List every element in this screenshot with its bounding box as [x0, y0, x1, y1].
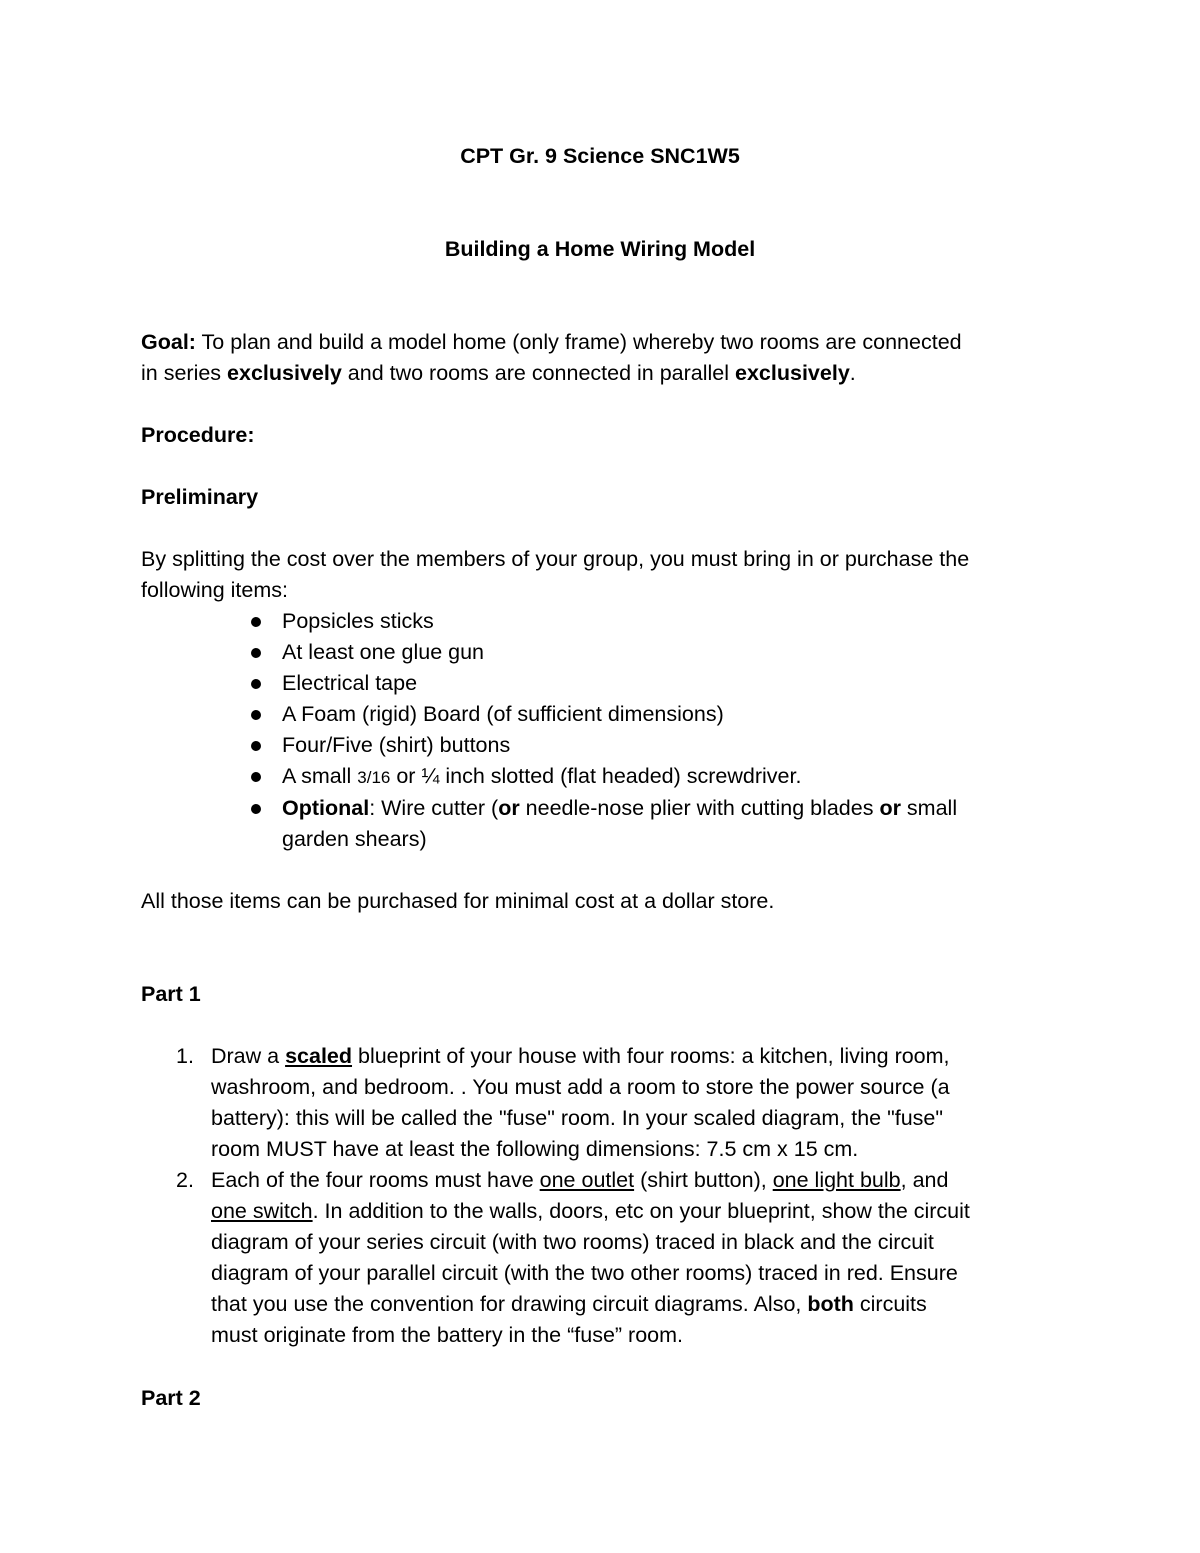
bullet-icon: [251, 679, 261, 689]
materials-closing-note: All those items can be purchased for minimal cost at a dollar store.: [141, 889, 775, 913]
switch-underline: one switch: [211, 1199, 313, 1223]
list-item: [176, 1165, 970, 1196]
list-item: [176, 1041, 970, 1072]
step-text: that you use the convention for drawing circuit diagrams. Also,: [211, 1292, 808, 1316]
goal-text-2e: .: [849, 361, 856, 385]
or-emphasis: or: [498, 796, 520, 820]
part2-heading: Part 2: [141, 1386, 201, 1410]
list-item-continuation: [211, 1227, 970, 1258]
goal-text-2a: in series: [141, 361, 228, 385]
list-item: [282, 637, 957, 668]
list-item: [282, 606, 957, 637]
materials-list: [282, 606, 957, 855]
goal-line-2: [141, 358, 856, 389]
list-item-continuation: [211, 1320, 970, 1351]
list-item-text: or ¼ inch slotted (flat headed) screwdriver.: [390, 764, 802, 788]
bullet-icon: [251, 617, 261, 627]
outlet-underline: one outlet: [539, 1168, 635, 1192]
bullet-icon: [251, 741, 261, 751]
course-title: CPT Gr. 9 Science SNC1W5: [460, 144, 740, 168]
goal-emphasis-2: exclusively: [735, 361, 850, 385]
step-number: 2.: [176, 1168, 194, 1192]
preliminary-heading: Preliminary: [141, 485, 259, 509]
bullet-icon: [251, 772, 261, 782]
bullet-icon: [251, 648, 261, 658]
optional-label: Optional: [282, 796, 370, 820]
step-text: Draw a: [211, 1044, 286, 1068]
goal-label: Goal:: [141, 330, 196, 354]
step-text: washroom, and bedroom. . You must add a room to store the power source (a: [211, 1075, 950, 1099]
step-text: blueprint of your house with four rooms: a kitchen, living room,: [352, 1044, 950, 1068]
list-item-text: small: [900, 796, 958, 820]
bullet-icon: [251, 804, 261, 814]
step-text: must originate from the battery in the “fuse” room.: [211, 1323, 684, 1347]
step-text: (shirt button),: [634, 1168, 773, 1192]
document-title: Building a Home Wiring Model: [444, 237, 756, 261]
step-text: diagram of your series circuit (with two rooms) traced in black and the circuit: [211, 1230, 934, 1254]
list-item: [282, 668, 957, 699]
or-emphasis: or: [879, 796, 901, 820]
light-bulb-underline: one light bulb: [772, 1168, 901, 1192]
list-item-text: Electrical tape: [282, 671, 418, 695]
step-text: Each of the four rooms must have: [211, 1168, 540, 1192]
preliminary-intro-line-1: By splitting the cost over the members of your group, you must bring in or purchase the: [141, 547, 970, 571]
list-item-text: A small: [282, 764, 358, 788]
scaled-emphasis: scaled: [285, 1044, 353, 1068]
step-number: 1.: [176, 1044, 194, 1068]
list-item-continuation: [211, 1134, 970, 1165]
list-item-text: : Wire cutter (: [369, 796, 499, 820]
fraction-text: 3/16: [357, 768, 391, 787]
list-item-continuation: [211, 1289, 970, 1320]
list-item: [282, 699, 957, 730]
list-item-continuation: [211, 1258, 970, 1289]
step-text: diagram of your parallel circuit (with the two other rooms) traced in red. Ensure: [211, 1261, 958, 1285]
list-item-text: A Foam (rigid) Board (of sufficient dimensions): [282, 702, 724, 726]
list-item: [282, 793, 957, 824]
part1-steps: [176, 1041, 970, 1351]
list-item-text: needle-nose plier with cutting blades: [519, 796, 880, 820]
both-emphasis: both: [807, 1292, 854, 1316]
step-text: , and: [900, 1168, 949, 1192]
list-item-continuation: [282, 824, 957, 855]
list-item: [282, 761, 957, 793]
list-item-continuation: [211, 1103, 970, 1134]
step-text: battery): this will be called the "fuse" room. In your scaled diagram, the "fuse": [211, 1106, 944, 1130]
list-item-continuation: [211, 1196, 970, 1227]
goal-text-2c: and two rooms are connected in parallel: [341, 361, 736, 385]
list-item-text: Popsicles sticks: [282, 609, 434, 633]
preliminary-intro-line-2: following items:: [141, 578, 288, 602]
list-item: [282, 730, 957, 761]
list-item-continuation: [211, 1072, 970, 1103]
list-item-text: At least one glue gun: [282, 640, 485, 664]
step-text: . In addition to the walls, doors, etc on your blueprint, show the circuit: [312, 1199, 970, 1223]
bullet-icon: [251, 710, 261, 720]
part1-heading: Part 1: [141, 982, 201, 1006]
goal-line-1: [141, 327, 962, 358]
step-text: room MUST have at least the following dimensions: 7.5 cm x 15 cm.: [211, 1137, 859, 1161]
goal-text-1: To plan and build a model home (only frame) whereby two rooms are connected: [195, 330, 962, 354]
step-text: circuits: [853, 1292, 927, 1316]
goal-emphasis-1: exclusively: [227, 361, 342, 385]
list-item-text: Four/Five (shirt) buttons: [282, 733, 511, 757]
procedure-heading: Procedure:: [141, 423, 255, 447]
list-item-text: garden shears): [282, 827, 427, 851]
